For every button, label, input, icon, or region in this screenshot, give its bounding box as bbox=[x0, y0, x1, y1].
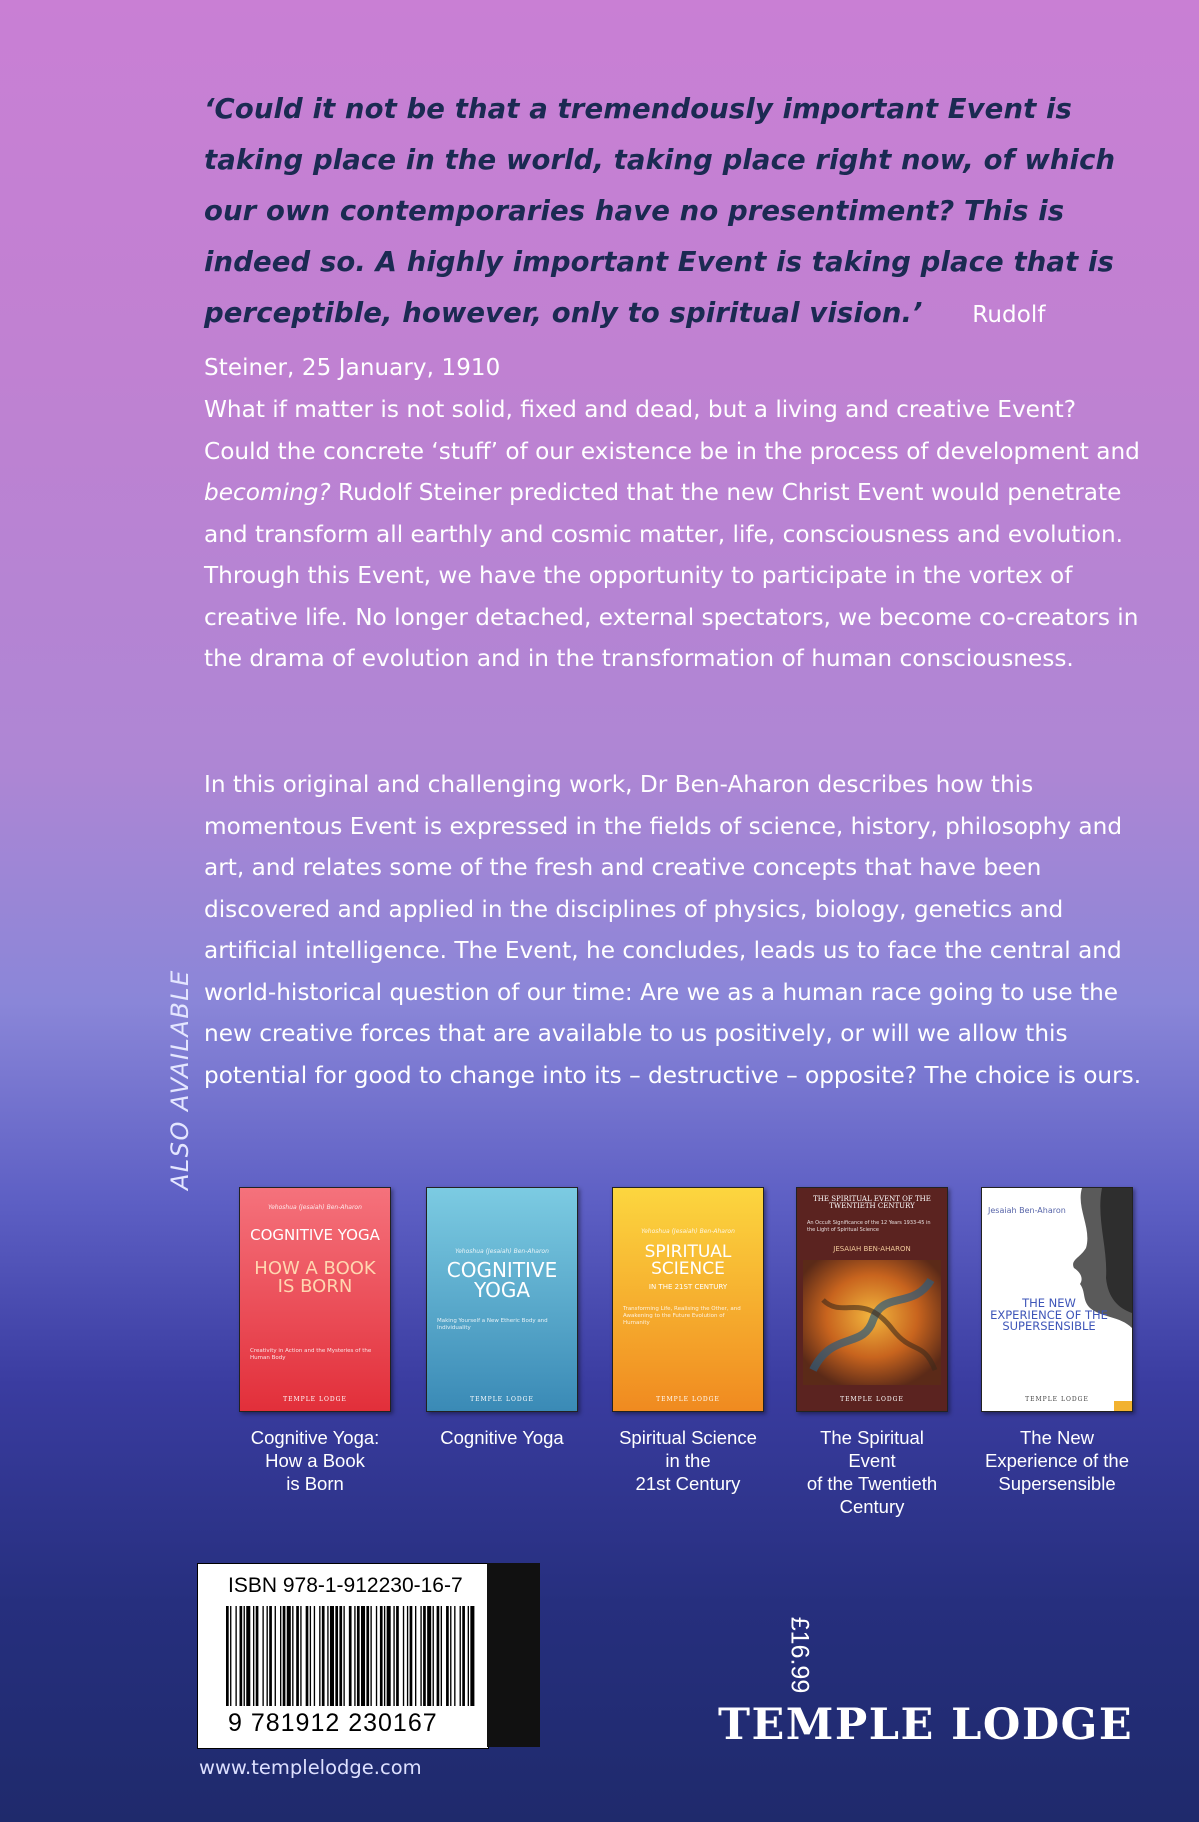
blurb-emphasis: becoming? bbox=[204, 479, 331, 506]
caption-line: Cognitive Yoga: bbox=[250, 1427, 380, 1448]
cover-publisher: TEMPLE LODGE bbox=[840, 1396, 904, 1403]
blurb-paragraph-1 bbox=[204, 389, 1144, 680]
price-label: £16.99 bbox=[785, 1616, 814, 1694]
related-book-2[interactable] bbox=[426, 1187, 578, 1449]
isbn-barcode-block bbox=[197, 1563, 814, 1747]
book-caption bbox=[981, 1426, 1133, 1495]
quote-attribution: Rudolf Steiner, 25 January, 1910 bbox=[204, 302, 1046, 381]
related-book-4[interactable] bbox=[796, 1187, 948, 1518]
cover-title-secondary: IN THE 21ST CENTURY bbox=[648, 1283, 728, 1291]
cover-author: Yehoshua (Jesaiah) Ben-Aharon bbox=[455, 1248, 549, 1255]
cover-author: Yehoshua (Jesaiah) Ben-Aharon bbox=[268, 1204, 362, 1211]
related-book-3[interactable] bbox=[612, 1187, 764, 1495]
caption-line: 21st Century bbox=[635, 1473, 741, 1494]
cover-author: Jesaiah Ben-Aharon bbox=[988, 1206, 1066, 1215]
blurb-text: What if matter is not solid, fixed and dead, but a living and creative Event? Could the concrete ‘stuff’ of our existence be in the process of development and bbox=[204, 396, 1140, 465]
publisher-website[interactable]: www.templelodge.com bbox=[199, 1756, 422, 1779]
cover-publisher: TEMPLE LODGE bbox=[283, 1396, 347, 1403]
caption-line: in the bbox=[665, 1450, 711, 1471]
caption-line: The New bbox=[1019, 1427, 1095, 1448]
cover-author: JESAIAH BEN-AHARON bbox=[833, 1245, 911, 1253]
price-panel bbox=[487, 1563, 814, 1747]
cover-publisher: TEMPLE LODGE bbox=[470, 1396, 534, 1403]
cover-title: COGNITIVE YOGA bbox=[446, 1258, 558, 1303]
caption-line: Century bbox=[839, 1496, 905, 1517]
related-book-5[interactable] bbox=[981, 1187, 1133, 1495]
caption-line: How a Book bbox=[265, 1450, 365, 1471]
book-caption bbox=[239, 1426, 391, 1495]
caption-line: of the Twentieth bbox=[806, 1473, 938, 1494]
cover-title: SPIRITUAL SCIENCE bbox=[644, 1242, 732, 1280]
book-cover[interactable] bbox=[981, 1187, 1133, 1412]
cover-subtitle: Creativity in Action and the Mysteries of the Human Body bbox=[250, 1348, 372, 1362]
cover-title-secondary: HOW A BOOK IS BORN bbox=[254, 1258, 376, 1298]
cover-author: Yehoshua (Jesaiah) Ben-Aharon bbox=[641, 1228, 735, 1235]
barcode-bars bbox=[226, 1606, 476, 1716]
caption-line: The Spiritual Event bbox=[820, 1427, 924, 1471]
cover-title: THE NEW EXPERIENCE OF THE SUPERSENSIBLE bbox=[990, 1296, 1108, 1334]
cover-title: COGNITIVE YOGA bbox=[250, 1226, 380, 1244]
book-caption bbox=[426, 1426, 578, 1449]
barcode-panel bbox=[197, 1563, 489, 1749]
related-book-1[interactable] bbox=[239, 1187, 391, 1495]
cover-publisher: TEMPLE LODGE bbox=[656, 1396, 720, 1403]
book-caption bbox=[796, 1426, 948, 1518]
cover-painting bbox=[803, 1260, 941, 1385]
isbn-number: ISBN 978-1-912230-16-7 bbox=[228, 1574, 463, 1597]
cover-subtitle: Transforming Life, Realising the Other, and Awakening to the Future Evolution of Humanity bbox=[623, 1306, 741, 1327]
blurb-paragraph-2: In this original and challenging work, Dr Ben-Aharon describes how this momentous Event is expressed in the fields of science, history, philosophy and art, and relates some of the fresh and creative concepts that have been discovered and applied in the disciplines of physics, biology, genetics and artificial intelligence. The Event, he concludes, leads us to face the central and world-historical question of our time: Are we as a human race going to use the new creative forces that are available to us positively, or will we allow this potential for good to change into its – destructive – opposite? The choice is ours. bbox=[204, 771, 1142, 1089]
book-cover[interactable] bbox=[426, 1187, 578, 1412]
publisher-name: TEMPLE LODGE bbox=[718, 1700, 1134, 1750]
blurb-text: Rudolf Steiner predicted that the new Christ Event would penetrate and transform all earthly and cosmic matter, life, consciousness and evolution. Through this Event, we have the opportunity to participate in the vortex of creative life. No longer detached, external spectators, we become co-creators in the drama of evolution and in the transformation of human consciousness. bbox=[204, 479, 1139, 672]
book-cover[interactable] bbox=[612, 1187, 764, 1412]
caption-line: Cognitive Yoga bbox=[440, 1427, 564, 1448]
cover-accent bbox=[1114, 1401, 1132, 1411]
caption-line: is Born bbox=[286, 1473, 344, 1494]
also-available-label: ALSO AVAILABLE bbox=[166, 969, 194, 1190]
book-caption bbox=[612, 1426, 764, 1495]
cover-subtitle: Making Yourself a New Etheric Body and Individuality bbox=[437, 1318, 548, 1332]
cover-subtitle: An Occult Significance of the 12 Years 1933-45 in the Light of Spiritual Science bbox=[807, 1220, 931, 1233]
epigraph-quote bbox=[204, 84, 1134, 394]
caption-line: Experience of the bbox=[985, 1450, 1129, 1471]
caption-line: Spiritual Science bbox=[619, 1427, 757, 1448]
barcode-digits: 9 781912 230167 bbox=[228, 1709, 438, 1737]
quote-text: ‘Could it not be that a tremendously important Event is taking place in the world, taking place right now, of which our own contemporaries have no presentiment? This is indeed so. A highly important Event is taking place that is perceptible, however, only to spiritual vision.’ bbox=[204, 93, 1116, 329]
caption-line: Supersensible bbox=[998, 1473, 1116, 1494]
book-cover[interactable] bbox=[239, 1187, 391, 1412]
cover-title: THE SPIRITUAL EVENT OF THE TWENTIETH CENTURY bbox=[813, 1195, 931, 1211]
book-cover[interactable] bbox=[796, 1187, 948, 1412]
cover-publisher: TEMPLE LODGE bbox=[1025, 1396, 1089, 1403]
